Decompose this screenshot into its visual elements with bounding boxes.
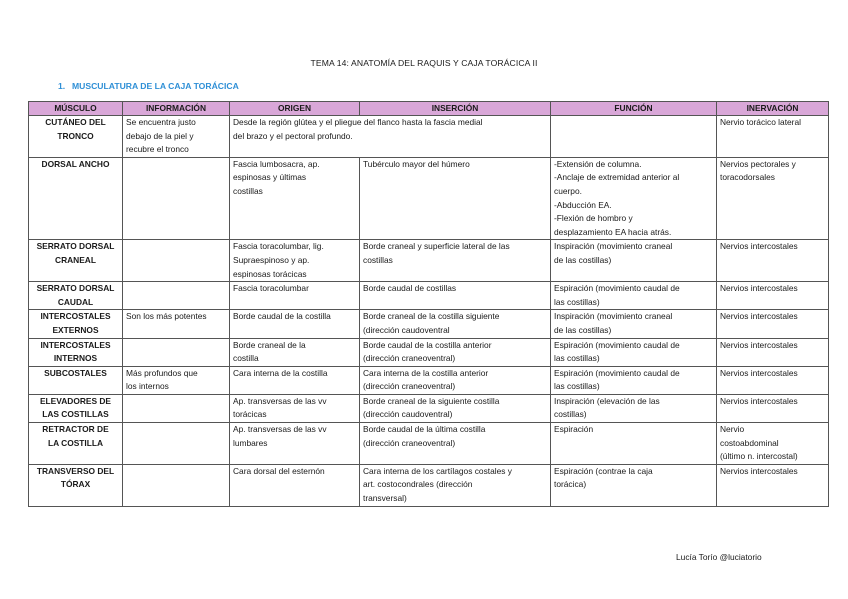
function-cell-line: -Anclaje de extremidad anterior al (554, 172, 680, 183)
origin-cell (230, 157, 360, 240)
muscle-cell-line: SERRATO DORSAL (36, 241, 115, 252)
innervation-cell-line: Nervios intercostales (720, 311, 798, 322)
muscle-cell (29, 423, 123, 465)
origin-insertion-cell-line: del brazo y el pectoral profundo. (233, 130, 353, 141)
muscle-cell-line: INTERCOSTALES (40, 311, 111, 322)
function-cell-line: las costillas) (554, 353, 600, 364)
insertion-cell-line: (dirección craneoventral) (363, 437, 456, 448)
origin-cell (230, 282, 360, 310)
function-cell-line: Inspiración (movimiento craneal (554, 311, 673, 322)
origin-cell-line: Fascia toracolumbar, lig. (233, 241, 324, 252)
muscle-cell-line: CAUDAL (57, 296, 94, 307)
origin-cell-line: torácicas (233, 409, 267, 420)
function-cell-line: Espiración (movimiento caudal de (554, 339, 680, 350)
origin-cell (230, 338, 360, 366)
innervation-cell (717, 394, 829, 422)
origin-insertion-cell-line: Desde la región glútea y el pliegue del flanco hasta la fascia medial (233, 117, 483, 127)
muscle-cell-line: TÓRAX (60, 479, 91, 490)
function-cell (551, 464, 717, 506)
info-cell-line: recubre el tronco (126, 144, 189, 155)
section-heading (58, 81, 239, 91)
origin-cell-line: espinosas y últimas (233, 172, 307, 183)
function-cell (551, 338, 717, 366)
info-cell-line: Se encuentra justo (126, 117, 196, 127)
muscle-cell-line: DORSAL ANCHO (41, 158, 110, 169)
innervation-cell-line: Nervios intercostales (720, 283, 798, 294)
innervation-cell (717, 423, 829, 465)
insertion-cell-line: Borde craneal y superficie lateral de las (363, 241, 510, 252)
muscles-table (28, 101, 829, 507)
function-cell-line: Inspiración (movimiento craneal (554, 241, 673, 252)
innervation-cell-line: costoabdominal (720, 437, 779, 448)
muscle-cell (29, 366, 123, 394)
muscle-cell (29, 338, 123, 366)
table-row (29, 423, 829, 465)
function-cell-line: las costillas) (554, 296, 600, 307)
header-inervacion: INERVACIÓN (717, 102, 829, 116)
insertion-cell (360, 310, 551, 338)
origin-cell-line: Supraespinoso y ap. (233, 254, 310, 265)
origin-cell-line: lumbares (233, 437, 268, 448)
info-cell-line: Son los más potentes (126, 311, 207, 322)
innervation-cell-line: Nervio (720, 424, 745, 435)
insertion-cell-line: Cara interna de los cartílagos costales y (363, 465, 512, 476)
origin-cell-line: espinosas torácicas (233, 268, 307, 279)
origin-cell-line: Borde craneal de la (233, 339, 306, 350)
innervation-cell (717, 366, 829, 394)
section-number: 1. (58, 81, 66, 91)
muscle-cell-line: LA COSTILLA (47, 437, 104, 448)
table-row (29, 310, 829, 338)
info-cell (123, 464, 230, 506)
table-row (29, 116, 829, 158)
insertion-cell (360, 157, 551, 240)
innervation-cell (717, 157, 829, 240)
origin-cell (230, 394, 360, 422)
muscle-cell-line: ELEVADORES DE (39, 395, 112, 406)
innervation-cell-line: (último n. intercostal) (720, 451, 798, 462)
function-cell (551, 157, 717, 240)
section-title: MUSCULATURA DE LA CAJA TORÁCICA (72, 81, 239, 91)
insertion-cell-line: art. costocondrales (dirección (363, 479, 473, 490)
header-informacion: INFORMACIÓN (123, 102, 230, 116)
origin-cell (230, 240, 360, 282)
origin-cell (230, 310, 360, 338)
header-funcion: FUNCIÓN (551, 102, 717, 116)
origin-cell-line: Cara interna de la costilla (233, 367, 328, 378)
origin-cell-line: Ap. transversas de las vv (233, 395, 327, 406)
function-cell-line: Espiración (movimiento caudal de (554, 283, 680, 294)
function-cell (551, 282, 717, 310)
muscle-cell-line: TRONCO (57, 130, 94, 141)
insertion-cell-line: Borde caudal de la costilla anterior (363, 339, 492, 350)
innervation-cell-line: Nervios intercostales (720, 367, 798, 378)
function-cell (551, 366, 717, 394)
muscle-cell-line: INTERCOSTALES (40, 339, 111, 350)
innervation-cell-line: Nervios intercostales (720, 465, 798, 476)
muscle-cell-line: LAS COSTILLAS (42, 409, 109, 420)
function-cell (551, 310, 717, 338)
header-origen: ORIGEN (230, 102, 360, 116)
insertion-cell-line: Borde craneal de la siguiente costilla (363, 395, 500, 406)
muscle-cell (29, 240, 123, 282)
function-cell (551, 423, 717, 465)
function-cell-line: torácica) (554, 479, 587, 490)
function-cell-line: Espiración (movimiento caudal de (554, 367, 680, 378)
info-cell (123, 240, 230, 282)
header-insercion: INSERCIÓN (360, 102, 551, 116)
muscle-cell (29, 464, 123, 506)
origin-cell-line: Cara dorsal del esternón (233, 465, 325, 476)
insertion-cell-line: Borde caudal de la última costilla (363, 424, 486, 435)
innervation-cell (717, 464, 829, 506)
function-cell-line: de las costillas) (554, 254, 612, 265)
muscle-cell-line: SERRATO DORSAL (36, 283, 115, 294)
header-musculo: MÚSCULO (29, 102, 123, 116)
innervation-cell (717, 116, 829, 158)
function-cell-line: de las costillas) (554, 324, 612, 335)
function-cell-line: Espiración (554, 424, 594, 435)
origin-cell-line: costillas (233, 185, 263, 196)
info-cell-line: los internos (126, 381, 169, 392)
insertion-cell-line: (dirección caudoventral) (363, 409, 453, 420)
muscle-cell-line: SUBCOSTALES (44, 367, 107, 378)
muscle-cell (29, 282, 123, 310)
innervation-cell-line: Nervio torácico lateral (720, 117, 801, 127)
innervation-cell-line: Nervios pectorales y (720, 158, 796, 169)
insertion-cell-line: Tubérculo mayor del húmero (363, 158, 470, 169)
innervation-cell (717, 338, 829, 366)
function-cell (551, 116, 717, 158)
insertion-cell-line: Borde caudal de costillas (363, 283, 457, 294)
info-cell (123, 338, 230, 366)
info-cell (123, 366, 230, 394)
origin-cell-line: Ap. transversas de las vv (233, 424, 327, 435)
muscle-cell-line: EXTERNOS (52, 324, 99, 335)
innervation-cell (717, 240, 829, 282)
info-cell (123, 423, 230, 465)
innervation-cell (717, 282, 829, 310)
muscle-cell (29, 116, 123, 158)
table-row (29, 464, 829, 506)
origin-cell-line: Fascia lumbosacra, ap. (233, 158, 320, 169)
muscle-cell-line: CUTÁNEO DEL (45, 117, 106, 127)
table-row (29, 366, 829, 394)
insertion-cell-line: Cara interna de la costilla anterior (363, 367, 489, 378)
origin-cell (230, 423, 360, 465)
muscle-cell (29, 157, 123, 240)
muscle-cell-line: INTERNOS (53, 353, 98, 364)
insertion-cell (360, 423, 551, 465)
page-title: TEMA 14: ANATOMÍA DEL RAQUIS Y CAJA TORÁCICA II (310, 58, 538, 68)
innervation-cell-line: toracodorsales (720, 172, 775, 183)
insertion-cell-line: (dirección craneoventral) (363, 353, 456, 364)
function-cell-line: cuerpo. (554, 185, 582, 196)
origin-cell-line: Borde caudal de la costilla (233, 311, 331, 322)
author-credit: Lucía Torío @luciatorio (676, 552, 762, 562)
innervation-cell (717, 310, 829, 338)
origin-cell-line: Fascia toracolumbar (233, 283, 309, 294)
function-cell (551, 240, 717, 282)
insertion-cell-line: transversal) (363, 493, 407, 504)
table-row (29, 240, 829, 282)
table-header-row (29, 102, 829, 116)
insertion-cell (360, 282, 551, 310)
muscle-cell (29, 394, 123, 422)
muscle-cell-line: TRANSVERSO DEL (36, 465, 115, 476)
origin-cell (230, 464, 360, 506)
table-row (29, 157, 829, 240)
table-row (29, 282, 829, 310)
info-cell (123, 394, 230, 422)
muscle-cell (29, 310, 123, 338)
info-cell (123, 282, 230, 310)
origin-cell-line: costilla (233, 353, 259, 364)
insertion-cell (360, 240, 551, 282)
info-cell-line: Más profundos que (126, 367, 198, 378)
insertion-cell (360, 464, 551, 506)
info-cell (123, 116, 230, 158)
function-cell-line: desplazamiento EA hacia atrás. (554, 226, 672, 237)
function-cell-line: costillas) (554, 409, 587, 420)
insertion-cell-line: Borde craneal de la costilla siguiente (363, 311, 500, 322)
insertion-cell (360, 394, 551, 422)
function-cell-line: Inspiración (elevación de las (554, 395, 660, 406)
innervation-cell-line: Nervios intercostales (720, 395, 798, 406)
function-cell-line: Espiración (contrae la caja (554, 465, 653, 476)
table-row (29, 394, 829, 422)
insertion-cell-line: costillas (363, 254, 393, 265)
insertion-cell (360, 338, 551, 366)
insertion-cell-line: (dirección craneoventral) (363, 381, 456, 392)
function-cell-line: -Extensión de columna. (554, 158, 642, 169)
info-cell (123, 310, 230, 338)
muscle-cell-line: CRANEAL (55, 254, 96, 265)
innervation-cell-line: Nervios intercostales (720, 339, 798, 350)
function-cell-line: las costillas) (554, 381, 600, 392)
insertion-cell-line: (dirección caudoventral (363, 324, 450, 335)
insertion-cell (360, 366, 551, 394)
origin-insertion-cell (230, 116, 551, 158)
function-cell-line: -Flexión de hombro y (554, 213, 633, 224)
muscle-cell-line: RETRACTOR DE (42, 424, 109, 435)
innervation-cell-line: Nervios intercostales (720, 241, 798, 252)
function-cell (551, 394, 717, 422)
function-cell-line: -Abducción EA. (554, 199, 612, 210)
origin-cell (230, 366, 360, 394)
info-cell-line: debajo de la piel y (126, 130, 194, 141)
table-row (29, 338, 829, 366)
info-cell (123, 157, 230, 240)
